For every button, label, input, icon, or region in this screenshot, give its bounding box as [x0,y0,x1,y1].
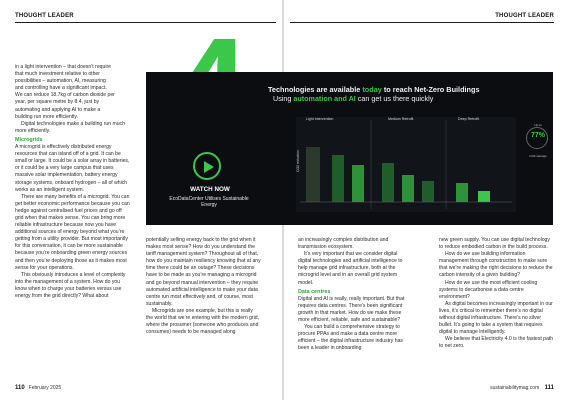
subhead-data-centres: Data centres [298,288,331,295]
paragraph: You can build a comprehensive strategy to procure PPAs and make a data centre more efficient – the digital infrastructure industry has been a leader in onboarding [298,324,403,352]
video-thumbnail[interactable] [146,72,553,225]
chart-section-label: Light intervention [306,117,334,121]
chart-section-label: Medium Retrofit [388,117,414,121]
subhead-microgrids: Microgrids [15,136,43,143]
header-rule-right [290,22,554,23]
chart-bar [332,155,344,202]
play-button[interactable] [193,152,221,180]
chart-bar [422,181,434,202]
article-column-1 [15,64,130,300]
paragraph: in a light intervention – that doesn’t require that much investment relative to other possibilities – automation, AI, measuring and controlling have a significant impact. We can reduce 18.7kg of carbon dioxide per year, per square metre by 8.4, just by automating and applying AI to make a building run more efficiently. [15,64,115,120]
paragraph: This obviously introduces a level of complexity into the management of a system. How do you know when to charge your batteries versus use energy from the grid directly? What about [15,271,126,299]
footer-right [490,385,554,391]
chart-y-label: CO2 reduction [296,150,300,172]
paragraph: A microgrid is effectively distributed energy resources that can island off of a grid. It can be small or large. It could be a solar array in batteries, or it could be a very large campus that uses massive solar implementation, battery energy storage systems, onboard hydrogen – all of which works as an intelligent system. [15,144,130,193]
paragraph: It’s very important that we consider digital digital technologies and artificial intelligence to help manage grid infrastructure, both at the microgrid level and in an overall grid system model. [298,251,403,286]
paragraph: potentially selling energy back to the grid when it makes most sense? How do you understand the tariff management system? Throughout all of that, how do you maintain resiliency knowing that at any time there could be an outage? These decisions have to be made as you’re managing a microgrid and go beyond manual intervention – they require automated artificial intelligence to make your data centre run most effectively and, of course, most sustainably. [146,237,261,307]
section-header-left: THOUGHT LEADER [15,13,74,19]
page-number: 111 [544,385,554,391]
percent-prefix: Up to [534,123,542,127]
footer-left [15,385,61,391]
chart-bar [402,175,414,202]
paragraph: Digital and AI is really, really important. But that requires data centres. There’s been significant growth in that market. How do we make these more efficient, reliable, safe and sustainable? [298,295,405,324]
chart-bar [352,165,364,202]
paragraph: Digital technologies make a building run much more efficiently. [15,120,125,134]
page-number: 110 [15,385,25,391]
paragraph: We believe that Electricity 4.0 is the fastest path to net zero. [439,336,554,350]
paragraph: an increasingly complex distribution and transmission ecosystem. [298,237,389,251]
chart-bar [478,191,490,202]
paragraph: There are many benefits of a microgrid. You can get better economic performance because you can hedge against centralised fuel prices and go off grid when that makes sense. You can bring more reliable infrastructure because now you have additional sources of energy beyond what you’re getting from a utility provider. But most importantly for this conversation, it can be more sustainable because you’re onboarding green energy sources and then you’re deploying those as it makes most sense for your operations. [15,193,130,271]
paragraph: As digital becomes increasingly important in our lives, it’s critical to remember there’s no digital without digital infrastructure. There’s no silver bullet. It’s going to take a system that requires digital to manage intelligently. [439,300,553,336]
issue-date: February 2025 [28,385,62,391]
chart-bar [306,147,320,202]
percent-label: CO2 savings [529,154,547,158]
percent-value: 77% [530,132,545,139]
paragraph: How do we use the most efficient cooling systems to decarbonise a data centre environment? [439,279,538,300]
video-caption: EcoDataCenter Utilises Sustainable Energy [169,196,249,209]
video-headline: Technologies are available today to reach Net-Zero Buildings [268,85,480,94]
video-chart-graphic [296,117,516,212]
section-header-right: THOUGHT LEADER [495,13,554,19]
article-column-2 [146,237,261,336]
video-subheadline: Using automation and AI can get us there quickly [273,94,434,103]
chart-bar [382,163,394,202]
article-column-4 [439,237,554,351]
paragraph: new green supply. You can use digital technology to reduce embodied carbon in the build process. [439,237,550,251]
chart-section-label: Deep Retrofit [458,117,480,121]
paragraph: Microgrids are one example, but this is really the world that we’re entering with the modern grid, where the prosumer (someone who produces and consumes) needs to be managed along [146,307,259,336]
site-url[interactable]: sustainabilitymag.com [490,385,540,391]
paragraph: How do we use building information management through construction to make sure that we’re making the right decisions to reduce the carbon intensity of a given building? [439,251,553,279]
article-column-3 [298,237,412,353]
play-icon [203,160,215,174]
chart-bar [456,183,468,202]
watch-now-label[interactable]: WATCH NOW [190,186,230,193]
